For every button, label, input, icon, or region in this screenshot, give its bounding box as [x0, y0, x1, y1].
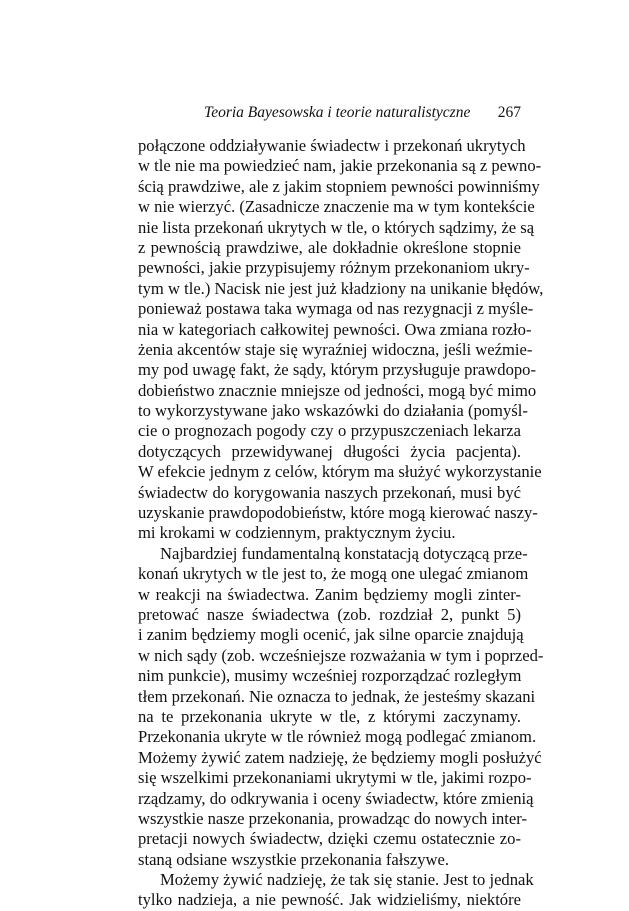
text-line: nie lista przekonań ukrytych w tle, o których sądzimy, że są — [138, 217, 535, 237]
text-line: świadectw do korygowania naszych przekonań, musi być — [138, 482, 521, 502]
text-line: tłem przekonań. Nie oznacza to jednak, że jesteśmy skazani — [138, 686, 536, 706]
text-line: w nie wierzyć. (Zasadnicze znaczenie ma w tym kontekście — [138, 197, 535, 217]
text-line: na te przekonania ukryte w tle, z którymi zaczynamy. — [138, 706, 521, 726]
paragraph-start-line: Możemy żywić nadzieję, że tak się stanie. Jest to jednak — [160, 870, 534, 890]
page-number: 267 — [497, 104, 521, 121]
text-line: my pod uwagę fakt, że sądy, którym przysługuje prawdopo- — [138, 360, 536, 380]
text-line: się wszelkimi przekonaniami ukrytymi w tle, jakimi rozpo- — [138, 768, 532, 788]
text-line: i zanim będziemy mogli ocenić, jak silne oparcie znajdują — [138, 625, 524, 645]
paragraph-end-line: staną odsiane wszystkie przekonania fałszywe. — [138, 849, 450, 869]
text-line: to wykorzystywane jako wskazówki do działania (pomyśl- — [138, 401, 528, 421]
paragraph-start-line: Najbardziej fundamentalną konstatacją dotyczącą prze- — [160, 543, 528, 563]
text-line: tylko nadzieja, a nie pewność. Jak widzieliśmy, niektóre — [138, 890, 521, 910]
text-line: uzyskanie prawdopodobieństw, które mogą kierować naszy- — [138, 503, 538, 523]
running-header — [138, 104, 521, 124]
text-line: cie o prognozach pogody czy o przypuszczeniach lekarza — [138, 421, 521, 441]
text-line: w reakcji na świadectwa. Zanim będziemy mogli zinter- — [138, 584, 521, 604]
text-line: rządzamy, do odkrywania i oceny świadectw, które zmienią — [138, 788, 534, 808]
text-line: z pewnością prawdziwe, ale dokładnie określone stopnie — [138, 237, 521, 257]
text-line: pretować nasze świadectwa (zob. rozdział 2, punkt 5) — [138, 604, 521, 624]
text-line: pretacji nowych świadectw, dzięki czemu ostatecznie zo- — [138, 829, 521, 849]
text-line: dobieństwo znacznie mniejsze od jedności, mogą być mimo — [138, 380, 537, 400]
running-title: Teoria Bayesowska i teorie naturalistyczne — [204, 104, 471, 121]
text-line: żenia akcentów staje się wyraźniej widoczna, jeśli weźmie- — [138, 339, 533, 359]
text-line: Przekonania ukryte w tle również mogą podlegać zmianom. — [138, 727, 537, 747]
paragraph-end-line: mi krokami w codziennym, praktycznym życiu. — [138, 523, 456, 543]
text-line: połączone oddziaływanie świadectw i przekonań ukrytych — [138, 136, 526, 155]
text-line: ścią prawdziwe, ale z jakim stopniem pewności powinniśmy — [138, 176, 540, 196]
text-line: dotyczących przewidywanej długości życia pacjenta). — [138, 441, 521, 461]
text-line: nia w kategoriach całkowitej pewności. Owa zmiana rozło- — [138, 319, 532, 339]
text-line: Możemy żywić zatem nadzieję, że będziemy mogli posłużyć — [138, 747, 542, 767]
text-line: nim punkcie), musimy wcześniej rozporządzać rozległym — [138, 666, 522, 686]
text-line: ponieważ postawa taka wymaga od nas rezygnacji z myśle- — [138, 299, 534, 319]
text-line: konań ukrytych w tle jest to, że mogą one ulegać zmianom — [138, 564, 529, 584]
text-line: pewności, jakie przypisujemy różnym przekonaniom ukry- — [138, 258, 530, 278]
text-line: w nich sądy (zob. wcześniejsze rozważania w tym i poprzed- — [138, 645, 544, 665]
text-line: W efekcie jednym z celów, którym ma służyć wykorzystanie — [138, 462, 542, 482]
body-text — [138, 136, 544, 911]
text-line: wszystkie nasze przekonania, prowadząc do nowych inter- — [138, 808, 528, 828]
text-line: w tle nie ma powiedzieć nam, jakie przekonania są z pewno- — [138, 156, 542, 176]
text-line: tym w tle.) Nacisk nie jest już kładziony na unikanie błędów, — [138, 278, 544, 298]
